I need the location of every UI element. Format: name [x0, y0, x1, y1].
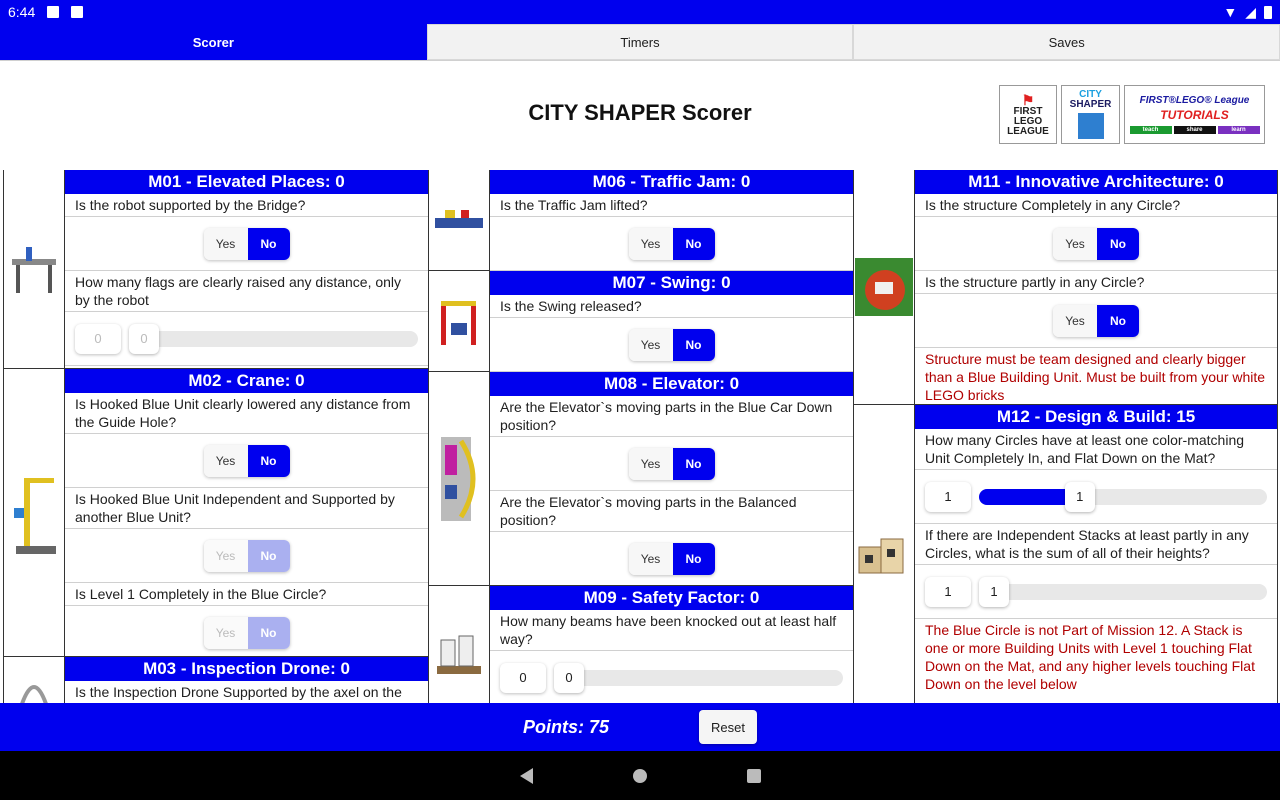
- m02-q3-yes-button[interactable]: Yes: [204, 617, 248, 649]
- m08-question-2: Are the Elevator`s moving parts in the Balanced position?: [490, 491, 853, 532]
- m08-title: M08 - Elevator: 0: [490, 372, 853, 396]
- mission-grid: [3, 170, 1278, 703]
- m03-image: [4, 657, 65, 703]
- m01-slider-thumb[interactable]: 0: [129, 324, 159, 354]
- m01-no-button[interactable]: No: [248, 228, 290, 260]
- m11-toggle-row-2: [915, 294, 1277, 348]
- m08-q2-no-button[interactable]: No: [673, 543, 715, 575]
- page-title: CITY SHAPER Scorer: [528, 100, 752, 125]
- m12-note: The Blue Circle is not Part of Mission 12. A Stack is one or more Building Units with Level 1 touching Flat Down on the Mat, and any higher levels touching Flat Down on the level below: [925, 622, 1255, 692]
- mission-m09: [429, 586, 853, 703]
- m01-slider-row: [65, 312, 428, 366]
- m03-title: M03 - Inspection Drone: 0: [65, 657, 428, 681]
- m02-q1-no-button[interactable]: No: [248, 445, 290, 477]
- tab-bar: [0, 24, 1280, 61]
- tut-bar-teach: teach: [1130, 126, 1172, 134]
- m02-question-3: Is Level 1 Completely in the Blue Circle?: [65, 583, 428, 606]
- m11-note: Structure must be team designed and clearly bigger than a Blue Building Unit. Must be built from your white LEGO bricks: [925, 351, 1266, 403]
- mission-m06: [429, 170, 853, 271]
- m02-q1-yes-button[interactable]: Yes: [204, 445, 248, 477]
- signal-icon: ◢: [1245, 3, 1256, 20]
- footer-bar: [0, 703, 1280, 751]
- tut-bar-learn: learn: [1218, 126, 1260, 134]
- m08-q1-yes-button[interactable]: Yes: [629, 448, 673, 480]
- m02-q2-yes-button[interactable]: Yes: [204, 540, 248, 572]
- m11-toggle-row-1: [915, 217, 1277, 271]
- m08-image: [429, 372, 490, 585]
- fll-logo-text-1: FIRST: [1013, 105, 1043, 117]
- m09-slider[interactable]: [554, 670, 843, 686]
- m01-value-box[interactable]: 0: [75, 324, 121, 354]
- mission-m03: [4, 657, 428, 703]
- m11-question-2: Is the structure partly in any Circle?: [915, 271, 1277, 294]
- m02-toggle-2: [204, 540, 290, 572]
- m07-yes-button[interactable]: Yes: [629, 329, 673, 361]
- m02-toggle-3: [204, 617, 290, 649]
- mission-column-2: [428, 170, 853, 703]
- m07-toggle: [629, 329, 715, 361]
- status-bar: [0, 0, 1280, 24]
- wifi-icon: ▼: [1223, 4, 1238, 20]
- m01-yes-button[interactable]: Yes: [204, 228, 248, 260]
- m12-slider-2[interactable]: [979, 584, 1267, 600]
- m02-toggle-1: [204, 445, 290, 477]
- m02-toggle-row-3: [65, 606, 428, 660]
- m12-question-2: If there are Independent Stacks at least partly in any Circles, what is the sum of all of their heights?: [915, 524, 1277, 565]
- mission-m12: [854, 405, 1277, 703]
- m08-toggle-2: [629, 543, 715, 575]
- m11-q2-yes-button[interactable]: Yes: [1053, 305, 1097, 337]
- m11-question-1: Is the structure Completely in any Circle?: [915, 194, 1277, 217]
- m01-slider[interactable]: [129, 331, 418, 347]
- m12-value-box-2[interactable]: 1: [925, 577, 971, 607]
- m02-toggle-row-2: [65, 529, 428, 583]
- tut-logo-text-2: TUTORIALS: [1160, 107, 1229, 122]
- m11-toggle-1: [1053, 228, 1139, 260]
- m02-q2-no-button[interactable]: No: [248, 540, 290, 572]
- city-cube-icon: [1078, 113, 1104, 139]
- swing-model-icon: [431, 293, 487, 349]
- mission-m11: [854, 170, 1277, 405]
- m02-image: [4, 369, 65, 656]
- m07-title: M07 - Swing: 0: [490, 271, 853, 295]
- m06-toggle: [629, 228, 715, 260]
- m12-question-1: How many Circles have at least one color-matching Unit Completely In, and Flat Down on the Mat?: [915, 429, 1277, 470]
- fll-logo-mark: ⚑: [1021, 91, 1035, 108]
- m09-value-box[interactable]: 0: [500, 663, 546, 693]
- m06-title: M06 - Traffic Jam: 0: [490, 170, 853, 194]
- m11-image: [854, 170, 915, 404]
- m07-image: [429, 271, 490, 371]
- notification-icon: [47, 6, 59, 18]
- drone-model-icon: [6, 664, 62, 704]
- m02-question-1: Is Hooked Blue Unit clearly lowered any distance from the Guide Hole?: [65, 393, 428, 434]
- clock: 6:44: [8, 4, 36, 20]
- m11-toggle-2: [1053, 305, 1139, 337]
- points-total: Points: 75: [522, 716, 610, 737]
- m02-question-2: Is Hooked Blue Unit Independent and Supported by another Blue Unit?: [65, 488, 428, 529]
- mission-m02: [4, 369, 428, 657]
- mission-m01: [4, 170, 428, 369]
- tab-saves[interactable]: Saves: [853, 24, 1280, 60]
- m02-title: M02 - Crane: 0: [65, 369, 428, 393]
- m12-slider-1-thumb[interactable]: 1: [1065, 482, 1095, 512]
- m03-question-1: Is the Inspection Drone Supported by the axel on the: [65, 681, 428, 703]
- m06-image: [429, 170, 490, 270]
- tab-timers[interactable]: Timers: [427, 24, 854, 60]
- m01-question-1: Is the robot supported by the Bridge?: [65, 194, 428, 217]
- m09-slider-row: [490, 651, 853, 703]
- m08-question-1: Are the Elevator`s moving parts in the Blue Car Down position?: [490, 396, 853, 437]
- mission-column-1: [3, 170, 428, 703]
- traffic-jam-model-icon: [431, 200, 487, 240]
- elevator-model-icon: [431, 431, 487, 527]
- battery-icon: [1264, 6, 1272, 19]
- m12-slider-row-1: [915, 470, 1277, 524]
- m08-toggle-1: [629, 448, 715, 480]
- m12-title: M12 - Design & Build: 15: [915, 405, 1277, 429]
- crane-model-icon: [6, 468, 62, 558]
- tut-logo-text-1: FIRST®LEGO® League: [1139, 94, 1250, 106]
- back-icon[interactable]: [520, 768, 533, 784]
- fll-logo: [999, 85, 1057, 144]
- m01-image: [4, 170, 65, 368]
- m01-toggle: [204, 228, 290, 260]
- m08-toggle-row-2: [490, 532, 853, 586]
- fll-tutorials-logo: [1124, 85, 1265, 144]
- m11-q2-no-button[interactable]: No: [1097, 305, 1139, 337]
- city-shaper-logo: [1061, 85, 1120, 144]
- mission-m08: [429, 372, 853, 586]
- m01-title: M01 - Elevated Places: 0: [65, 170, 428, 194]
- city-logo-text-1: CITY: [1079, 89, 1102, 100]
- m08-q2-yes-button[interactable]: Yes: [629, 543, 673, 575]
- m12-slider-row-2: [915, 565, 1277, 619]
- m06-question-1: Is the Traffic Jam lifted?: [490, 194, 853, 217]
- m09-slider-thumb[interactable]: 0: [554, 663, 584, 693]
- reset-button[interactable]: Reset: [699, 710, 757, 744]
- mission-column-3: [853, 170, 1278, 703]
- tab-scorer[interactable]: Scorer: [0, 24, 427, 60]
- m02-toggle-row-1: [65, 434, 428, 488]
- city-logo-text-2: SHAPER: [1069, 99, 1112, 110]
- m01-toggle-row: [65, 217, 428, 271]
- tut-bar-share: share: [1174, 126, 1216, 134]
- m11-q1-yes-button[interactable]: Yes: [1053, 228, 1097, 260]
- m11-q1-no-button[interactable]: No: [1097, 228, 1139, 260]
- safety-factor-model-icon: [431, 626, 487, 686]
- m06-toggle-row: [490, 217, 853, 271]
- m08-toggle-row-1: [490, 437, 853, 491]
- m07-toggle-row: [490, 318, 853, 372]
- m09-title: M09 - Safety Factor: 0: [490, 586, 853, 610]
- mission-m07: [429, 271, 853, 372]
- m09-image: [429, 586, 490, 703]
- m09-question-1: How many beams have been knocked out at least half way?: [490, 610, 853, 651]
- home-icon[interactable]: [633, 769, 647, 783]
- fll-logo-text-3: LEAGUE: [1007, 125, 1049, 137]
- bridge-model-icon: [6, 239, 62, 299]
- m07-no-button[interactable]: No: [673, 329, 715, 361]
- m11-title: M11 - Innovative Architecture: 0: [915, 170, 1277, 194]
- m06-yes-button[interactable]: Yes: [629, 228, 673, 260]
- m08-q1-no-button[interactable]: No: [673, 448, 715, 480]
- m06-no-button[interactable]: No: [673, 228, 715, 260]
- architecture-model-icon: [855, 258, 913, 316]
- m12-slider-1[interactable]: [979, 489, 1267, 505]
- m01-question-2: How many flags are clearly raised any distance, only by the robot: [65, 271, 428, 312]
- sdcard-icon: [71, 6, 83, 18]
- logo-strip: [999, 85, 1265, 144]
- m02-q3-no-button[interactable]: No: [248, 617, 290, 649]
- recents-icon[interactable]: [747, 769, 761, 783]
- m12-image: [854, 405, 915, 703]
- fll-logo-text-2: LEGO: [1013, 115, 1043, 127]
- building-units-icon: [855, 529, 913, 579]
- android-nav-bar: [0, 751, 1280, 800]
- m12-value-box-1[interactable]: 1: [925, 482, 971, 512]
- m12-slider-2-thumb[interactable]: 1: [979, 577, 1009, 607]
- m07-question-1: Is the Swing released?: [490, 295, 853, 318]
